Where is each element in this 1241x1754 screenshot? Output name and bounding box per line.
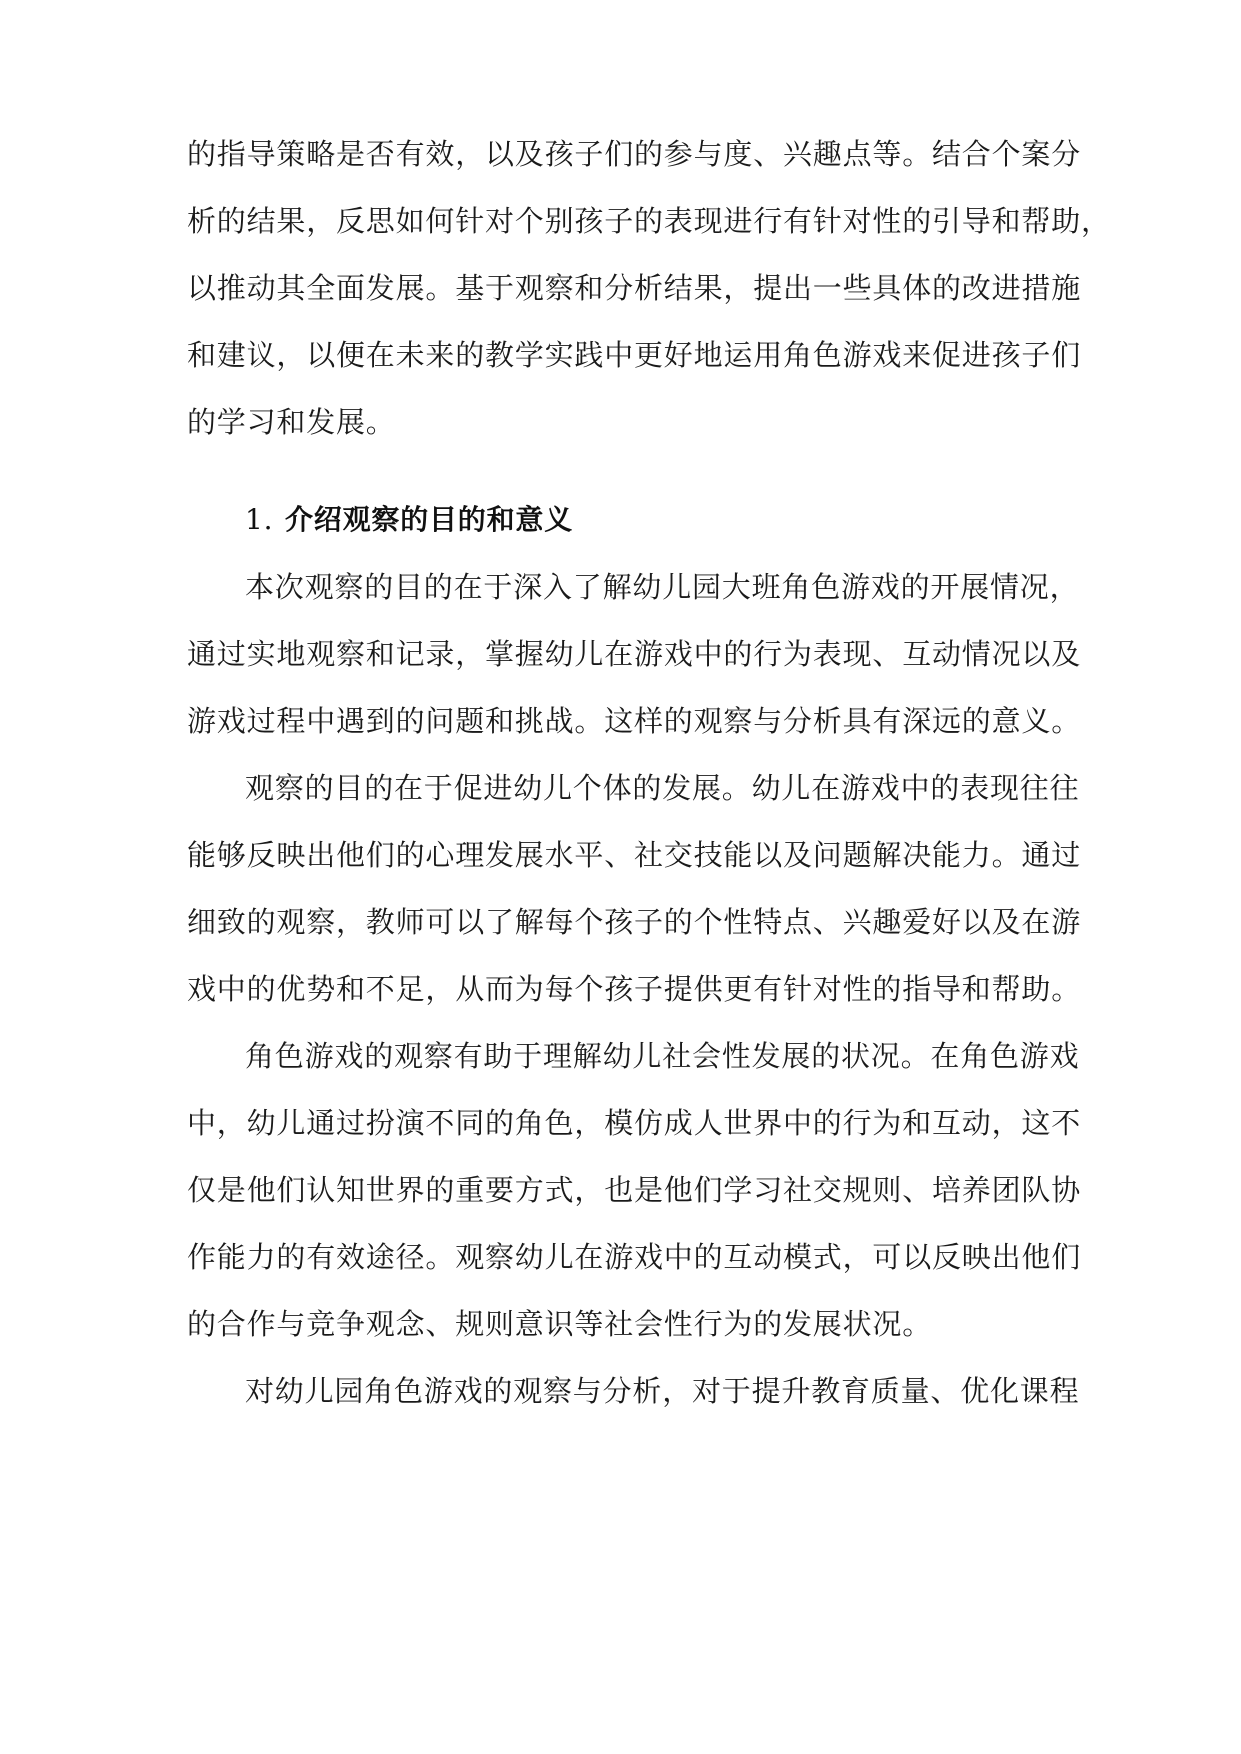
text-line: 作能力的有效途径。观察幼儿在游戏中的互动模式，可以反映出他们 [187, 1240, 1082, 1274]
section-number: 1. [245, 503, 274, 536]
text-line: 戏中的优势和不足，从而为每个孩子提供更有针对性的指导和帮助。 [187, 972, 1082, 1006]
text-line: 游戏过程中遇到的问题和挑战。这样的观察与分析具有深远的意义。 [187, 704, 1082, 738]
text-line: 析的结果，反思如何针对个别孩子的表现进行有针对性的引导和帮助， [187, 204, 1111, 238]
section-title: 介绍观察的目的和意义 [285, 503, 574, 536]
text-line: 的学习和发展。 [187, 405, 396, 439]
text-line: 角色游戏的观察有助于理解幼儿社会性发展的状况。在角色游戏 [245, 1039, 1080, 1073]
text-line: 以推动其全面发展。基于观察和分析结果，提出一些具体的改进措施 [187, 271, 1082, 305]
section-heading [245, 500, 573, 540]
text-line: 观察的目的在于促进幼儿个体的发展。幼儿在游戏中的表现往往 [245, 771, 1080, 805]
text-line: 中，幼儿通过扮演不同的角色，模仿成人世界中的行为和互动，这不 [187, 1106, 1082, 1140]
text-line: 的指导策略是否有效，以及孩子们的参与度、兴趣点等。结合个案分 [187, 137, 1082, 171]
text-line: 和建议，以便在未来的教学实践中更好地运用角色游戏来促进孩子们 [187, 338, 1082, 372]
text-line: 的合作与竞争观念、规则意识等社会性行为的发展状况。 [187, 1307, 933, 1341]
text-line: 细致的观察，教师可以了解每个孩子的个性特点、兴趣爱好以及在游 [187, 905, 1082, 939]
text-line: 仅是他们认知世界的重要方式，也是他们学习社交规则、培养团队协 [187, 1173, 1082, 1207]
text-line: 能够反映出他们的心理发展水平、社交技能以及问题解决能力。通过 [187, 838, 1082, 872]
text-line: 对幼儿园角色游戏的观察与分析，对于提升教育质量、优化课程 [245, 1374, 1080, 1408]
text-line: 通过实地观察和记录，掌握幼儿在游戏中的行为表现、互动情况以及 [187, 637, 1082, 671]
text-line: 本次观察的目的在于深入了解幼儿园大班角色游戏的开展情况， [245, 570, 1080, 604]
